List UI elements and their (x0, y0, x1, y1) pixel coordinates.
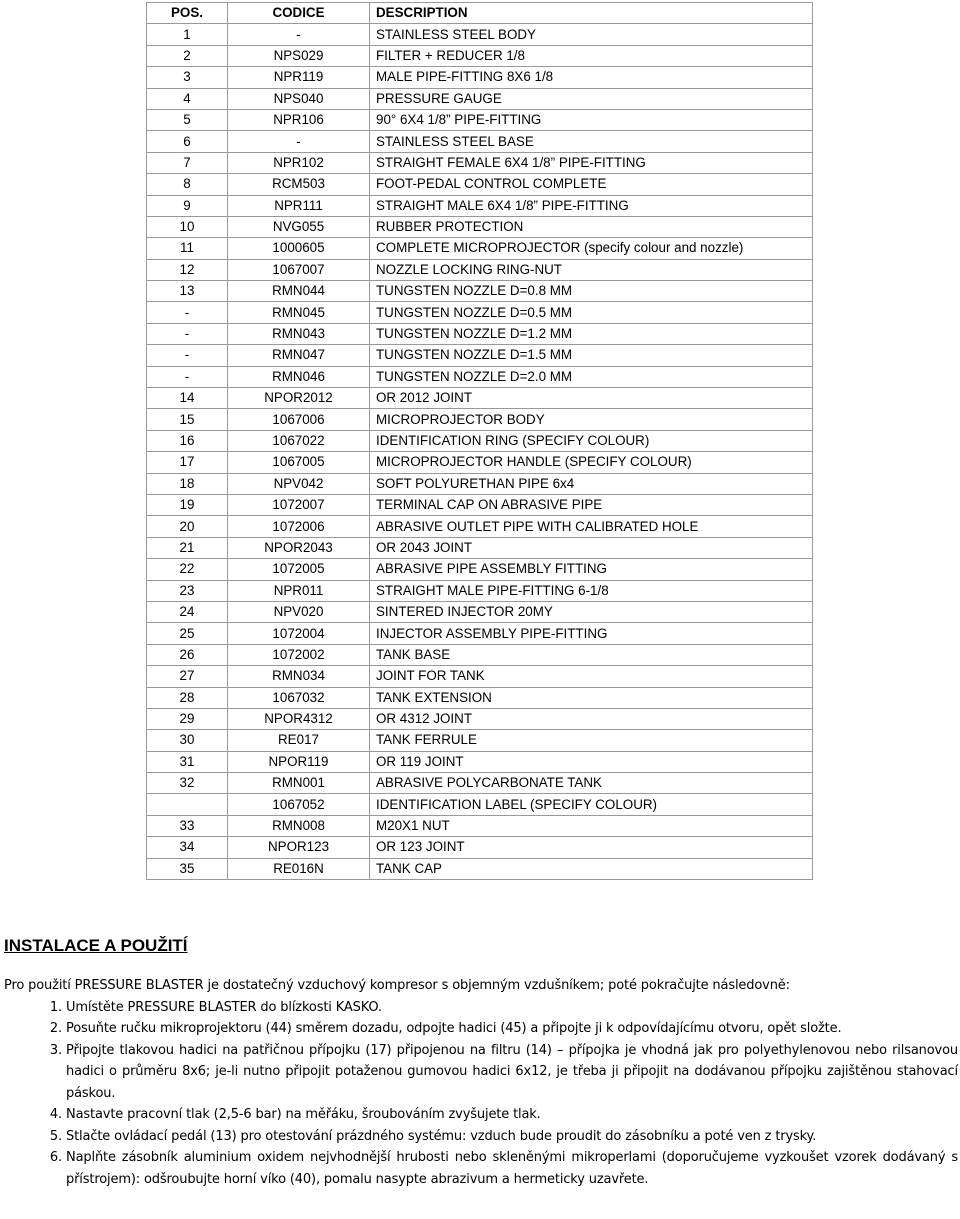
step-text: Stlačte ovládací pedál (13) pro otestování prázdného systému: vzduch bude proudit do zásobníku a poté ven z trysky. (66, 1128, 817, 1144)
cell-description: TUNGSTEN NOZZLE D=0.5 MM (370, 302, 813, 323)
cell-pos: 3 (147, 67, 228, 88)
cell-description: STAINLESS STEEL BASE (370, 131, 813, 152)
table-row (147, 473, 813, 494)
cell-code: 1072007 (228, 494, 370, 515)
table-row (147, 259, 813, 280)
cell-pos: 28 (147, 687, 228, 708)
cell-pos: 21 (147, 537, 228, 558)
step-item (4, 1104, 958, 1126)
cell-pos: 10 (147, 216, 228, 237)
cell-code: - (228, 131, 370, 152)
cell-code: - (228, 24, 370, 45)
table-row (147, 109, 813, 130)
table-row (147, 24, 813, 45)
cell-description: TERMINAL CAP ON ABRASIVE PIPE (370, 494, 813, 515)
header-code: CODICE (228, 3, 370, 24)
cell-pos: 12 (147, 259, 228, 280)
cell-pos: 34 (147, 837, 228, 858)
table-row (147, 131, 813, 152)
cell-pos: 35 (147, 858, 228, 879)
cell-description: MICROPROJECTOR HANDLE (SPECIFY COLOUR) (370, 452, 813, 473)
step-number: 5. (49, 1128, 62, 1144)
cell-code: RMN046 (228, 366, 370, 387)
cell-code: RMN044 (228, 281, 370, 302)
step-text: Posuňte ručku mikroprojektoru (44) směrem dozadu, odpojte hadici (45) a připojte ji k odpovídajícímu otvoru, opět složte. (66, 1021, 842, 1036)
cell-code: NPOR123 (228, 837, 370, 858)
cell-pos: - (147, 302, 228, 323)
step-text: Nastavte pracovní tlak (2,5-6 bar) na měřáku, šroubováním zvyšujete tlak. (66, 1107, 541, 1122)
cell-code: 1072006 (228, 516, 370, 537)
cell-code: 1067022 (228, 430, 370, 451)
cell-description: OR 4312 JOINT (370, 708, 813, 729)
cell-description: ABRASIVE POLYCARBONATE TANK (370, 773, 813, 794)
cell-description: PRESSURE GAUGE (370, 88, 813, 109)
cell-pos: 18 (147, 473, 228, 494)
cell-pos: 13 (147, 281, 228, 302)
cell-description: RUBBER PROTECTION (370, 216, 813, 237)
cell-description: JOINT FOR TANK (370, 666, 813, 687)
table-row (147, 494, 813, 515)
table-row (147, 644, 813, 665)
cell-pos: 15 (147, 409, 228, 430)
step-number: 1. (49, 999, 62, 1015)
cell-code: NPOR2012 (228, 388, 370, 409)
cell-pos: 2 (147, 45, 228, 66)
cell-description: OR 123 JOINT (370, 837, 813, 858)
cell-description: TUNGSTEN NOZZLE D=1.5 MM (370, 345, 813, 366)
cell-pos (147, 794, 228, 815)
cell-description: OR 2012 JOINT (370, 388, 813, 409)
cell-description: TANK BASE (370, 644, 813, 665)
cell-code: RMN047 (228, 345, 370, 366)
cell-description: STRAIGHT MALE PIPE-FITTING 6-1/8 (370, 580, 813, 601)
cell-code: 1072004 (228, 623, 370, 644)
cell-description: TUNGSTEN NOZZLE D=2.0 MM (370, 366, 813, 387)
cell-description: OR 2043 JOINT (370, 537, 813, 558)
cell-description: SINTERED INJECTOR 20MY (370, 601, 813, 622)
steps-list (4, 997, 958, 1191)
cell-pos: 32 (147, 773, 228, 794)
table-row (147, 216, 813, 237)
cell-code: NPV042 (228, 473, 370, 494)
cell-code: 1067032 (228, 687, 370, 708)
step-item (4, 997, 958, 1019)
cell-description: TANK CAP (370, 858, 813, 879)
step-number: 3. (49, 1042, 62, 1058)
table-row (147, 559, 813, 580)
table-header-row (147, 3, 813, 24)
cell-description: ABRASIVE PIPE ASSEMBLY FITTING (370, 559, 813, 580)
cell-description: M20X1 NUT (370, 815, 813, 836)
table-row (147, 751, 813, 772)
cell-pos: 33 (147, 815, 228, 836)
cell-code: NPOR2043 (228, 537, 370, 558)
cell-pos: 29 (147, 708, 228, 729)
cell-pos: 23 (147, 580, 228, 601)
cell-code: NPR119 (228, 67, 370, 88)
cell-code: 1067052 (228, 794, 370, 815)
cell-pos: - (147, 345, 228, 366)
table-row (147, 773, 813, 794)
table-row (147, 580, 813, 601)
cell-description: TUNGSTEN NOZZLE D=1.2 MM (370, 323, 813, 344)
cell-pos: 24 (147, 601, 228, 622)
table-row (147, 45, 813, 66)
table-row (147, 730, 813, 751)
cell-description: FILTER + REDUCER 1/8 (370, 45, 813, 66)
cell-code: 1067007 (228, 259, 370, 280)
step-item (4, 1018, 958, 1040)
intro-paragraph: Pro použití PRESSURE BLASTER je dostatečný vzduchový kompresor s objemným vzdušníkem; poté pokračujte následovně: (4, 978, 790, 993)
cell-pos: 30 (147, 730, 228, 751)
cell-code: NPOR4312 (228, 708, 370, 729)
cell-code: RMN043 (228, 323, 370, 344)
cell-description: INJECTOR ASSEMBLY PIPE-FITTING (370, 623, 813, 644)
header-description: DESCRIPTION (370, 3, 813, 24)
table-row (147, 794, 813, 815)
cell-pos: 14 (147, 388, 228, 409)
cell-code: NPR102 (228, 152, 370, 173)
cell-description: STAINLESS STEEL BODY (370, 24, 813, 45)
table-row (147, 858, 813, 879)
cell-pos: 26 (147, 644, 228, 665)
step-text: Naplňte zásobník aluminium oxidem nejvhodnější hrubosti nebo skleněnými mikroperlami (doporučujeme vyzkoušet vzorek dodávaný s přístrojem): odšroubujte horní víko (40), pomalu nasypte abrazivum a hermeticky uzavřete. (66, 1150, 958, 1187)
cell-pos: 1 (147, 24, 228, 45)
cell-pos: 19 (147, 494, 228, 515)
instructions (4, 975, 958, 1190)
cell-code: 1067005 (228, 452, 370, 473)
step-text: Připojte tlakovou hadici na patřičnou přípojku (17) připojenou na filtru (14) – přípojka je vhodná jak pro polyethylenovou nebo rilsanovou hadici o průměru 8x6; je-li nutno připojit potaženou gumovou hadici 6x12, je třeba ji připojit na dodávanou přípojku zajištěnou stahovací páskou. (66, 1042, 958, 1101)
table-row (147, 388, 813, 409)
cell-description: TANK EXTENSION (370, 687, 813, 708)
cell-description: ABRASIVE OUTLET PIPE WITH CALIBRATED HOLE (370, 516, 813, 537)
cell-description: IDENTIFICATION RING (SPECIFY COLOUR) (370, 430, 813, 451)
cell-code: RCM503 (228, 174, 370, 195)
step-item (4, 1126, 958, 1148)
cell-code: RMN001 (228, 773, 370, 794)
table-row (147, 623, 813, 644)
table-row (147, 430, 813, 451)
header-pos: POS. (147, 3, 228, 24)
cell-description: NOZZLE LOCKING RING-NUT (370, 259, 813, 280)
table-row (147, 366, 813, 387)
cell-code: RMN008 (228, 815, 370, 836)
cell-pos: 9 (147, 195, 228, 216)
cell-pos: 22 (147, 559, 228, 580)
cell-pos: 16 (147, 430, 228, 451)
cell-description: OR 119 JOINT (370, 751, 813, 772)
table-row (147, 601, 813, 622)
cell-pos: 7 (147, 152, 228, 173)
cell-code: NVG055 (228, 216, 370, 237)
table-row (147, 687, 813, 708)
table-row (147, 195, 813, 216)
cell-code: 1067006 (228, 409, 370, 430)
cell-description: TANK FERRULE (370, 730, 813, 751)
cell-code: RE017 (228, 730, 370, 751)
cell-code: NPR011 (228, 580, 370, 601)
cell-code: NPR106 (228, 109, 370, 130)
table-row (147, 409, 813, 430)
cell-description: STRAIGHT FEMALE 6X4 1/8” PIPE-FITTING (370, 152, 813, 173)
cell-description: FOOT-PEDAL CONTROL COMPLETE (370, 174, 813, 195)
table-row (147, 174, 813, 195)
table-row (147, 537, 813, 558)
cell-code: RMN034 (228, 666, 370, 687)
cell-pos: 31 (147, 751, 228, 772)
cell-code: NPS029 (228, 45, 370, 66)
table-row (147, 88, 813, 109)
cell-code: RE016N (228, 858, 370, 879)
cell-description: MALE PIPE-FITTING 8X6 1/8 (370, 67, 813, 88)
table-row (147, 67, 813, 88)
cell-pos: 20 (147, 516, 228, 537)
table-row (147, 345, 813, 366)
table-row (147, 666, 813, 687)
cell-pos: 17 (147, 452, 228, 473)
cell-description: COMPLETE MICROPROJECTOR (specify colour and nozzle) (370, 238, 813, 259)
cell-pos: 4 (147, 88, 228, 109)
cell-description: 90° 6X4 1/8” PIPE-FITTING (370, 109, 813, 130)
cell-description: IDENTIFICATION LABEL (SPECIFY COLOUR) (370, 794, 813, 815)
table-row (147, 708, 813, 729)
step-number: 4. (49, 1107, 62, 1122)
step-item (4, 1147, 958, 1190)
cell-code: RMN045 (228, 302, 370, 323)
step-number: 2. (49, 1021, 62, 1036)
cell-pos: - (147, 366, 228, 387)
cell-code: NPR111 (228, 195, 370, 216)
table-row (147, 281, 813, 302)
cell-code: NPS040 (228, 88, 370, 109)
step-item (4, 1040, 958, 1105)
cell-description: STRAIGHT MALE 6X4 1/8” PIPE-FITTING (370, 195, 813, 216)
table-row (147, 815, 813, 836)
cell-pos: 5 (147, 109, 228, 130)
cell-code: 1072002 (228, 644, 370, 665)
table-row (147, 837, 813, 858)
step-number: 6. (49, 1150, 62, 1165)
table-body (147, 24, 813, 880)
table-row (147, 238, 813, 259)
step-text: Umístěte PRESSURE BLASTER do blízkosti KASKO. (66, 999, 382, 1015)
table-row (147, 516, 813, 537)
table-row (147, 152, 813, 173)
parts-table (146, 2, 813, 880)
cell-code: NPOR119 (228, 751, 370, 772)
section-title: INSTALACE A POUŽITÍ (4, 936, 188, 955)
cell-pos: - (147, 323, 228, 344)
cell-pos: 25 (147, 623, 228, 644)
cell-pos: 27 (147, 666, 228, 687)
cell-pos: 11 (147, 238, 228, 259)
cell-code: NPV020 (228, 601, 370, 622)
cell-code: 1000605 (228, 238, 370, 259)
cell-description: MICROPROJECTOR BODY (370, 409, 813, 430)
table-row (147, 323, 813, 344)
cell-code: 1072005 (228, 559, 370, 580)
cell-description: SOFT POLYURETHAN PIPE 6x4 (370, 473, 813, 494)
table-row (147, 452, 813, 473)
table-row (147, 302, 813, 323)
cell-pos: 6 (147, 131, 228, 152)
cell-description: TUNGSTEN NOZZLE D=0.8 MM (370, 281, 813, 302)
cell-pos: 8 (147, 174, 228, 195)
